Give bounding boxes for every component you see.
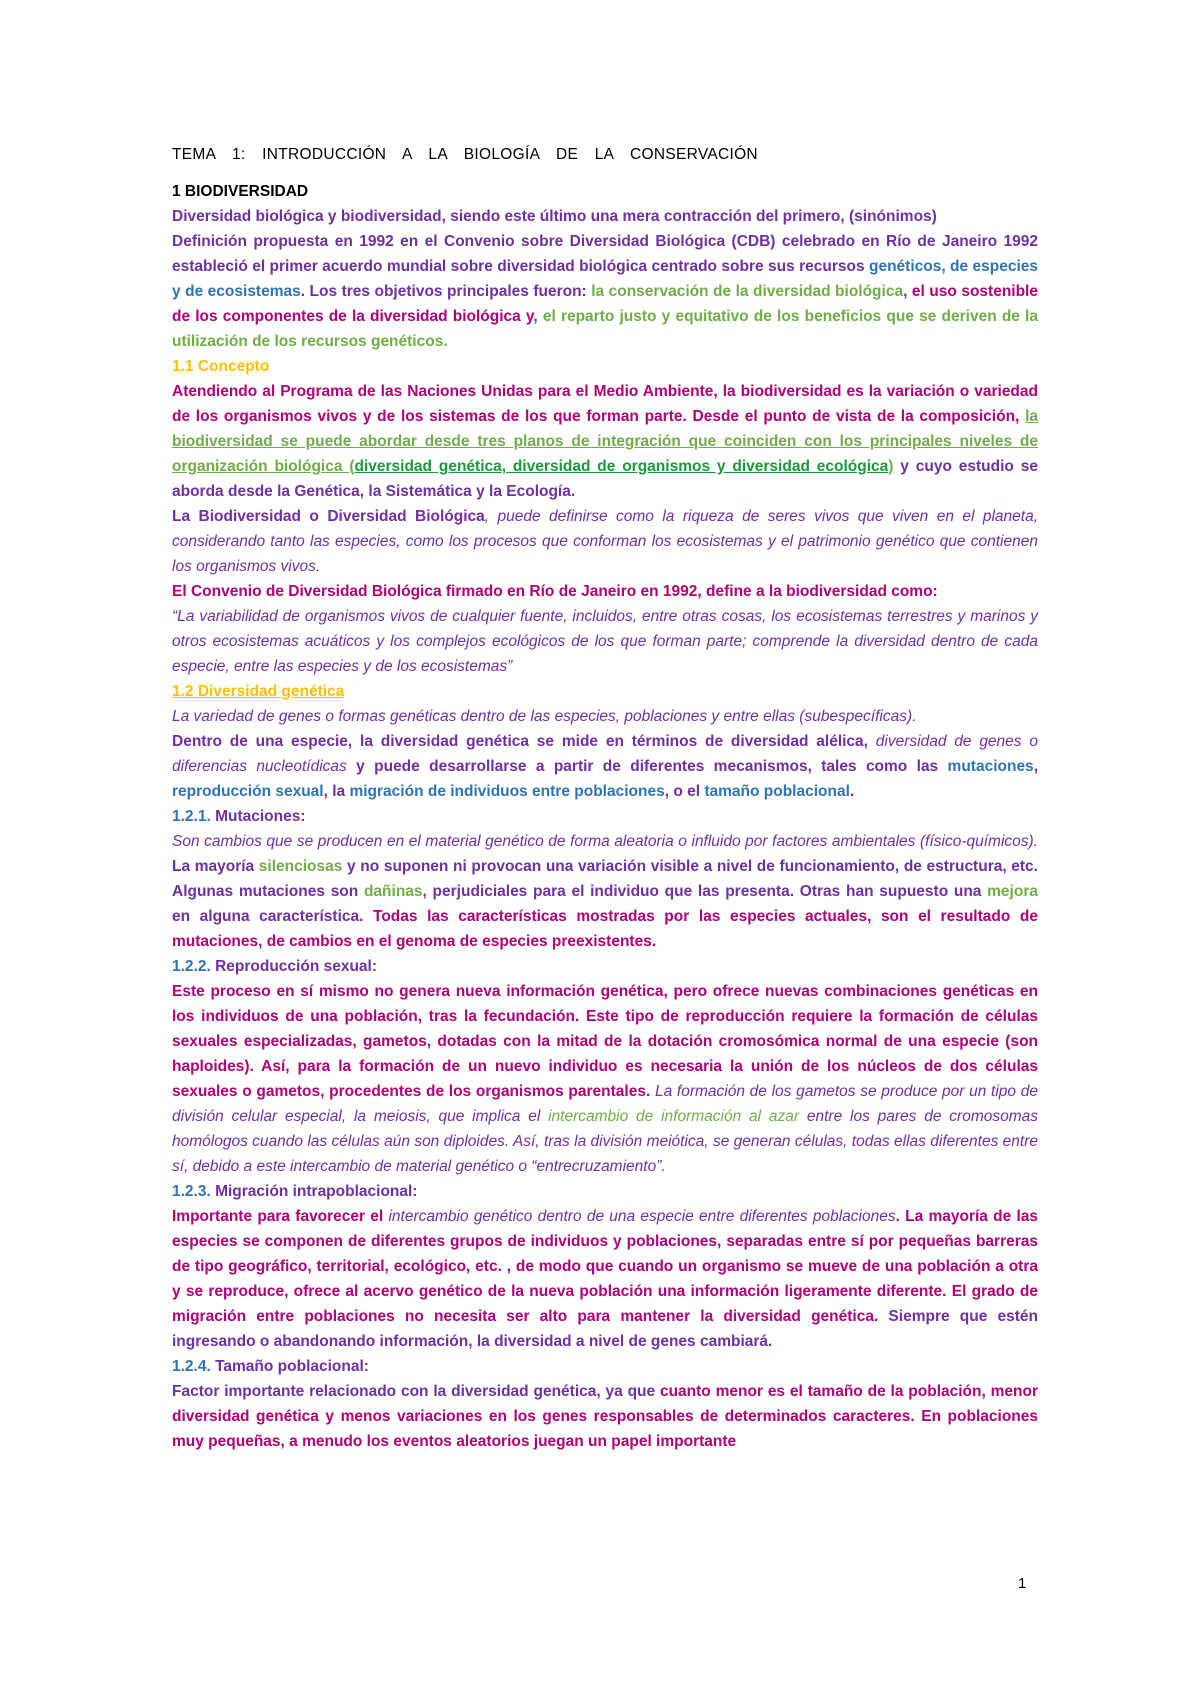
text-span: La Biodiversidad o Diversidad Biológica <box>172 508 485 525</box>
text-span: La mayoría de las especies se componen de diferentes grupos de individuos y poblaciones, separadas entre sí por pequeñas barreras de tipo geográfico, territorial, ecológico, etc. , de modo que cuando un organismo se mueve de una población a otra y se reproduce, ofrece al acervo genético de la nueva población una información ligeramente diferente. El grado de migración entre poblaciones no necesita ser alto para mantener la diversidad genética. <box>172 1208 1039 1325</box>
paragraph-diversidad-genetica <box>172 704 1038 804</box>
page-number: 1 <box>1018 1575 1027 1592</box>
text-span: Son cambios que se producen en el material genético de forma aleatoria o influido por factores ambientales (físico-químicos). <box>172 833 1038 850</box>
text-span: diversidad genética, diversidad de organismos y diversidad ecológica <box>354 458 889 475</box>
text-span: La variedad de genes o formas genéticas dentro de las especies, poblaciones y entre ellas (subespecíficas). <box>172 708 917 725</box>
text-span: silenciosas <box>258 858 343 875</box>
subsection-heading-tamano <box>172 1354 1038 1379</box>
document-page <box>172 142 1038 1454</box>
section-heading-concepto: 1.1 Concepto <box>172 358 270 375</box>
page-title: TEMA 1: INTRODUCCIÓN A LA BIOLOGÍA DE LA CONSERVACIÓN <box>172 146 758 163</box>
text-span: “La variabilidad de organismos vivos de cualquier fuente, incluidos, entre otras cosas, los ecosistemas terrestres y marinos y otros ecosistemas acuáticos y los complejos ecológicos de los que forman parte; comprende la diversidad dentro de cada especie, entre las especies y de los ecosistemas” <box>172 608 1038 675</box>
text-span: Atendiendo al Programa de las Naciones Unidas para el Medio Ambiente, la biodiversidad es la variación o variedad de los organismos vivos y de los sistemas de los que forman parte. Desde el punto de vista de la composición, <box>172 383 1038 425</box>
text-span: Dentro de una especie, la diversidad genética se mide en términos de diversidad alélica, <box>172 733 876 750</box>
text-span: cuanto menor es el tamaño de la población, menor diversidad genética y menos variaciones en los genes responsables de determinados caracteres. En poblaciones muy pequeñas, a menudo los eventos aleatorios juegan un papel importante <box>172 1383 1038 1450</box>
text-span: intercambio genético dentro de una especie entre diferentes poblaciones <box>388 1208 896 1225</box>
subsection-number: 1.2.1. <box>172 808 211 825</box>
subsection-heading-reproduccion <box>172 954 1038 979</box>
subsection-number: 1.2.4. <box>172 1358 211 1375</box>
text-span: genéticos, de especies y de ecosistemas <box>172 258 1039 300</box>
text-span: reproducción sexual <box>172 783 324 800</box>
paragraph-concepto <box>172 379 1038 504</box>
text-span: . <box>895 1208 906 1225</box>
text-span: Definición propuesta en 1992 en el Convenio sobre Diversidad Biológica (CDB) celebrado en Río de Janeiro 1992 estableció el primer acuerdo mundial sobre diversidad biológica centrado sobre sus recursos <box>172 233 1038 275</box>
text-span: el reparto justo y equitativo de los beneficios que se deriven de la utilización de los recursos genéticos. <box>172 308 1038 350</box>
text-span: y cuyo estudio se aborda desde la Genética, la Sistemática y la Ecología. <box>172 458 1038 500</box>
text-span: el uso sostenible de los componentes de la diversidad biológica y <box>172 283 1038 325</box>
text-span: Todas las características mostradas por las especies actuales, son el resultado de mutaciones, de cambios en el genoma de especies preexistentes. <box>172 908 1038 950</box>
text-span: Siempre que estén ingresando o abandonando información, la diversidad a nivel de genes cambiará. <box>172 1308 1038 1350</box>
text-span: , <box>533 308 543 325</box>
text-span: y puede desarrollarse a partir de diferentes mecanismos, tales como las <box>346 758 948 775</box>
text-span: El Convenio de Diversidad Biológica firmado en Río de Janeiro en 1992, define a la biodiversidad como: <box>172 583 938 600</box>
paragraph-reproduccion <box>172 979 1038 1179</box>
text-span: , o el <box>664 783 705 800</box>
text-span: la biodiversidad se puede abordar desde tres planos de integración que coinciden con los principales niveles de organización biológica ( <box>172 408 1038 475</box>
text-span: . <box>849 783 855 800</box>
text-span: la conservación de la diversidad biológica <box>591 283 904 300</box>
text-span: intercambio de información al azar <box>548 1108 800 1125</box>
subsection-heading-migracion <box>172 1179 1038 1204</box>
section-heading-diversidad-genetica: 1.2 Diversidad genética <box>172 683 345 700</box>
text-span: Importante para favorecer el <box>172 1208 389 1225</box>
subsection-number: 1.2.2. <box>172 958 211 975</box>
text-span: en alguna característica. <box>172 908 374 925</box>
text-span: ) <box>888 458 894 475</box>
subsection-title: Tamaño poblacional: <box>210 1358 369 1375</box>
text-span: mutaciones <box>947 758 1034 775</box>
subsection-title: Mutaciones: <box>210 808 306 825</box>
paragraph-convenio <box>172 579 1038 679</box>
paragraph-biodiversidad <box>172 204 1038 354</box>
text-span: , la <box>323 783 350 800</box>
paragraph-mutaciones <box>172 829 1038 954</box>
text-span: tamaño poblacional <box>704 783 850 800</box>
text-span: entre los pares de cromosomas homólogos cuando las células aún son diploides. Así, tras la división meiótica, se generan células, todas ellas diferentes entre sí, debido a este intercambio de material genético o “entrecruzamiento”. <box>172 1108 1039 1175</box>
subsection-heading-mutaciones <box>172 804 1038 829</box>
text-span: , <box>1033 758 1038 775</box>
text-span: migración de individuos entre poblaciones <box>349 783 665 800</box>
text-span: dañinas <box>363 883 423 900</box>
text-span: Este proceso en sí mismo no genera nueva información genética, pero ofrece nuevas combinaciones genéticas en los individuos de una población, tras la fecundación. Este tipo de reproducción requiere la formación de células sexuales especializadas, gametos, dotadas con la mitad de la dotación cromosómica normal de una especie (son haploides). Así, para la formación de un nuevo individuo es necesaria la unión de los núcleos de dos células sexuales o gametos, procedentes de los organismos parentales. <box>172 983 1038 1100</box>
paragraph-migracion <box>172 1204 1038 1354</box>
section-heading-biodiversidad: 1 BIODIVERSIDAD <box>172 183 309 200</box>
text-span: , perjudiciales para el individuo que las presenta. Otras han supuesto una <box>422 883 988 900</box>
text-span: La formación de los gametos se produce por un tipo de división celular especial, la meiosis, que implica el <box>172 1083 1038 1125</box>
text-span: mejora <box>987 883 1038 900</box>
text-span: . Los tres objetivos principales fueron: <box>300 283 592 300</box>
text-span: La mayoría <box>172 858 259 875</box>
subsection-title: Migración intrapoblacional: <box>210 1183 418 1200</box>
text-span: y no suponen ni provocan una variación visible a nivel de funcionamiento, de estructura, etc. Algunas mutaciones son <box>172 858 1038 900</box>
subsection-number: 1.2.3. <box>172 1183 211 1200</box>
text-span: Factor importante relacionado con la diversidad genética, ya que <box>172 1383 660 1400</box>
paragraph-tamano <box>172 1379 1038 1454</box>
paragraph-definicion <box>172 504 1038 579</box>
text-span: diversidad de genes o diferencias nucleotídicas <box>172 733 1038 775</box>
subsection-title: Reproducción sexual: <box>210 958 378 975</box>
text-span: Diversidad biológica y biodiversidad, siendo este último una mera contracción del primero, (sinónimos) <box>172 208 937 225</box>
text-span: , puede definirse como la riqueza de seres vivos que viven en el planeta, considerando tanto las especies, como los procesos que conforman los ecosistemas y el patrimonio genético que contienen los organismos vivos. <box>172 508 1039 575</box>
text-span: , <box>903 283 912 300</box>
